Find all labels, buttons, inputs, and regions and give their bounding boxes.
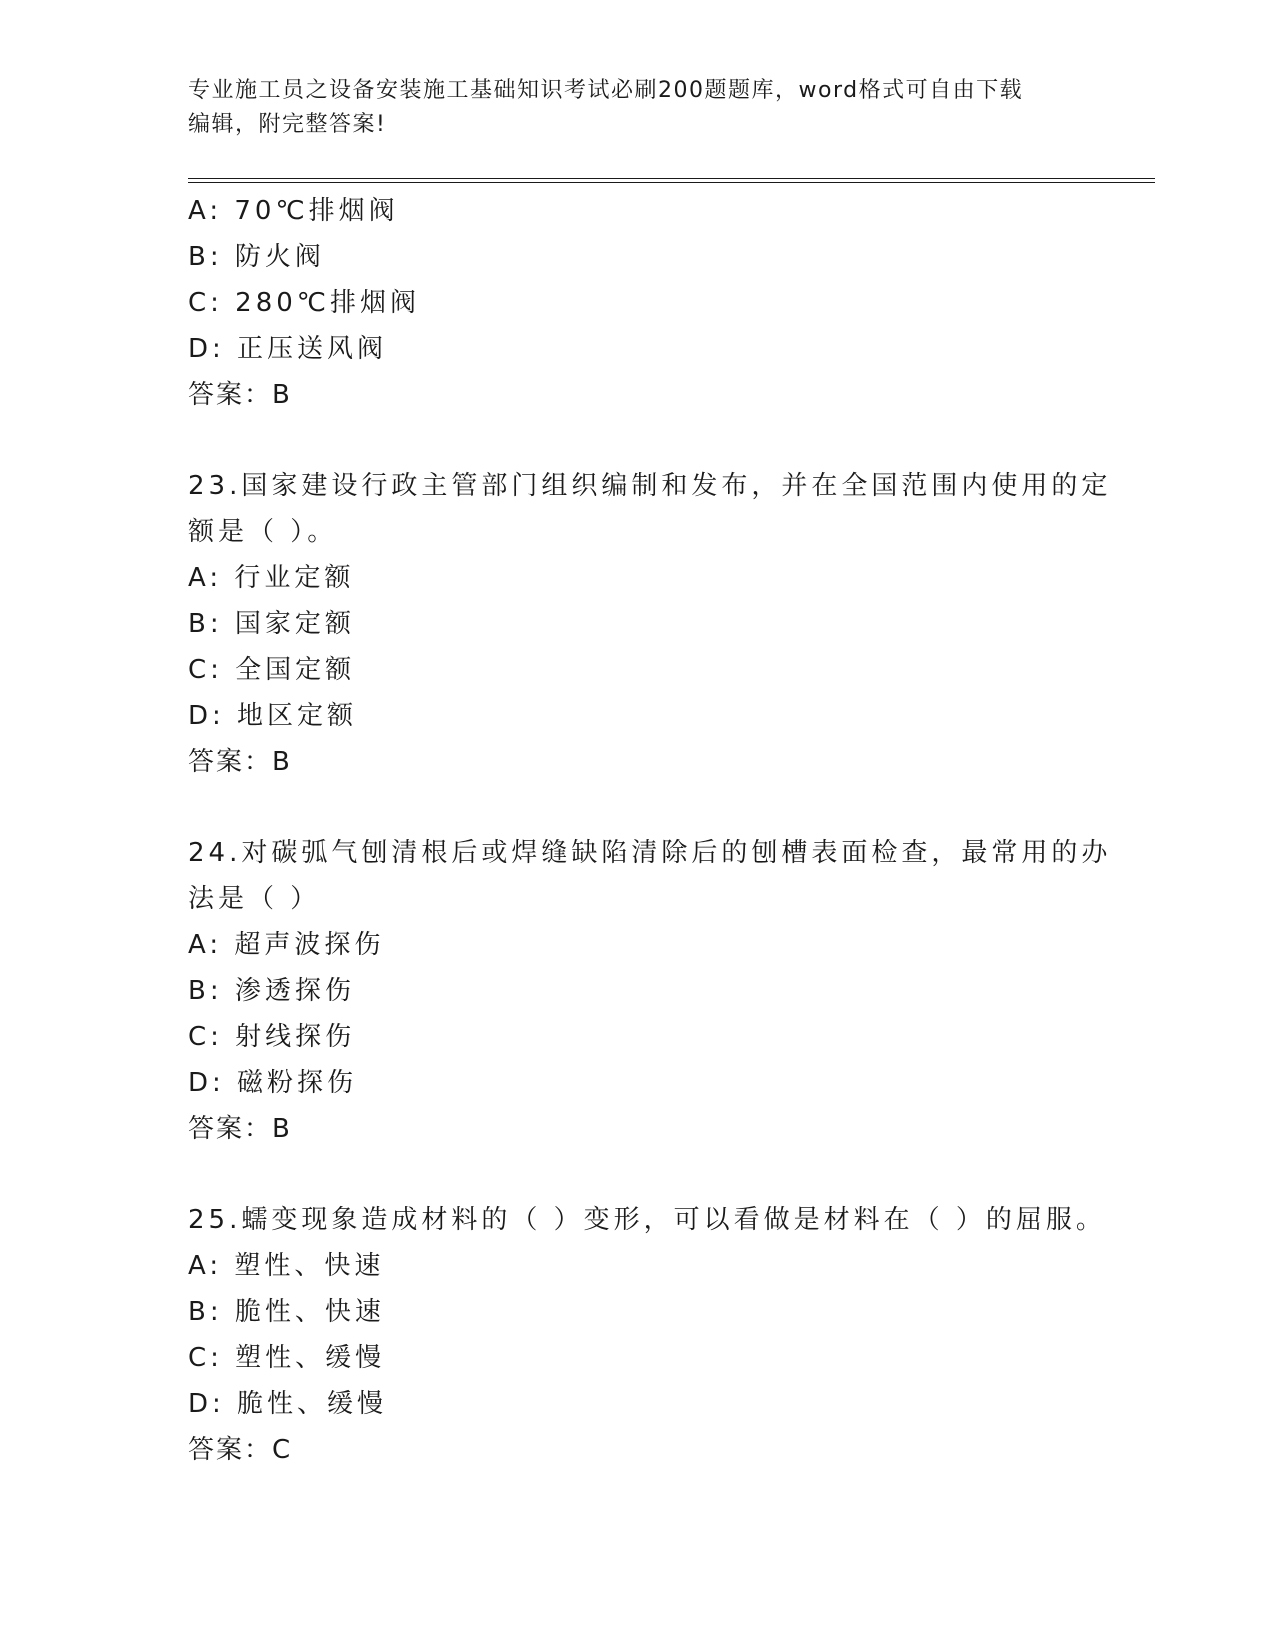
question-24-block bbox=[188, 830, 1112, 1152]
spacer bbox=[188, 418, 1088, 463]
question-25-block bbox=[188, 1197, 1106, 1473]
option-d: D: 地区定额 bbox=[188, 701, 358, 731]
option-a: A: 超声波探伤 bbox=[188, 930, 385, 960]
option-d: D: 脆性、缓慢 bbox=[188, 1389, 388, 1419]
header-line-2: 编辑，附完整答案! bbox=[188, 112, 387, 137]
answer-line: 答案：B bbox=[188, 1114, 292, 1144]
spacer bbox=[188, 1152, 1088, 1197]
question-text-continued: 法是（ ） bbox=[188, 884, 321, 914]
option-a: A: 塑性、快速 bbox=[188, 1251, 385, 1281]
option-c: C: 塑性、缓慢 bbox=[188, 1343, 386, 1373]
spacer bbox=[188, 785, 1088, 830]
header-line-1: 专业施工员之设备安装施工基础知识考试必刷200题题库，word格式可自由下载 bbox=[188, 78, 1024, 103]
answer-line: 答案：B bbox=[188, 747, 292, 777]
question-23-block bbox=[188, 463, 1112, 785]
option-b: B: 国家定额 bbox=[188, 609, 355, 639]
option-a: A: 行业定额 bbox=[188, 563, 355, 593]
question-text: 23.国家建设行政主管部门组织编制和发布，并在全国范围内使用的定 bbox=[188, 471, 1112, 501]
option-b: B: 渗透探伤 bbox=[188, 976, 355, 1006]
question-content bbox=[188, 188, 1112, 1473]
question-text-continued: 额是（ ）。 bbox=[188, 517, 338, 547]
option-a: A: 70℃排烟阀 bbox=[188, 196, 399, 226]
question-text: 24.对碳弧气刨清根后或焊缝缺陷清除后的刨槽表面检查，最常用的办 bbox=[188, 838, 1112, 868]
answer-line: 答案：C bbox=[188, 1435, 293, 1465]
option-d: D: 磁粉探伤 bbox=[188, 1068, 358, 1098]
option-d: D: 正压送风阀 bbox=[188, 334, 388, 364]
header-divider-bottom bbox=[188, 182, 1155, 183]
answer-line: 答案：B bbox=[188, 380, 292, 410]
option-b: B: 脆性、快速 bbox=[188, 1297, 385, 1327]
document-header bbox=[188, 74, 1088, 142]
option-b: B: 防火阀 bbox=[188, 242, 325, 272]
question-22-block bbox=[188, 188, 1088, 418]
option-c: C: 280℃排烟阀 bbox=[188, 288, 421, 318]
question-text: 25.蠕变现象造成材料的（ ）变形，可以看做是材料在（ ）的屈服。 bbox=[188, 1205, 1106, 1235]
option-c: C: 射线探伤 bbox=[188, 1022, 356, 1052]
header-divider-top bbox=[188, 178, 1155, 179]
option-c: C: 全国定额 bbox=[188, 655, 356, 685]
